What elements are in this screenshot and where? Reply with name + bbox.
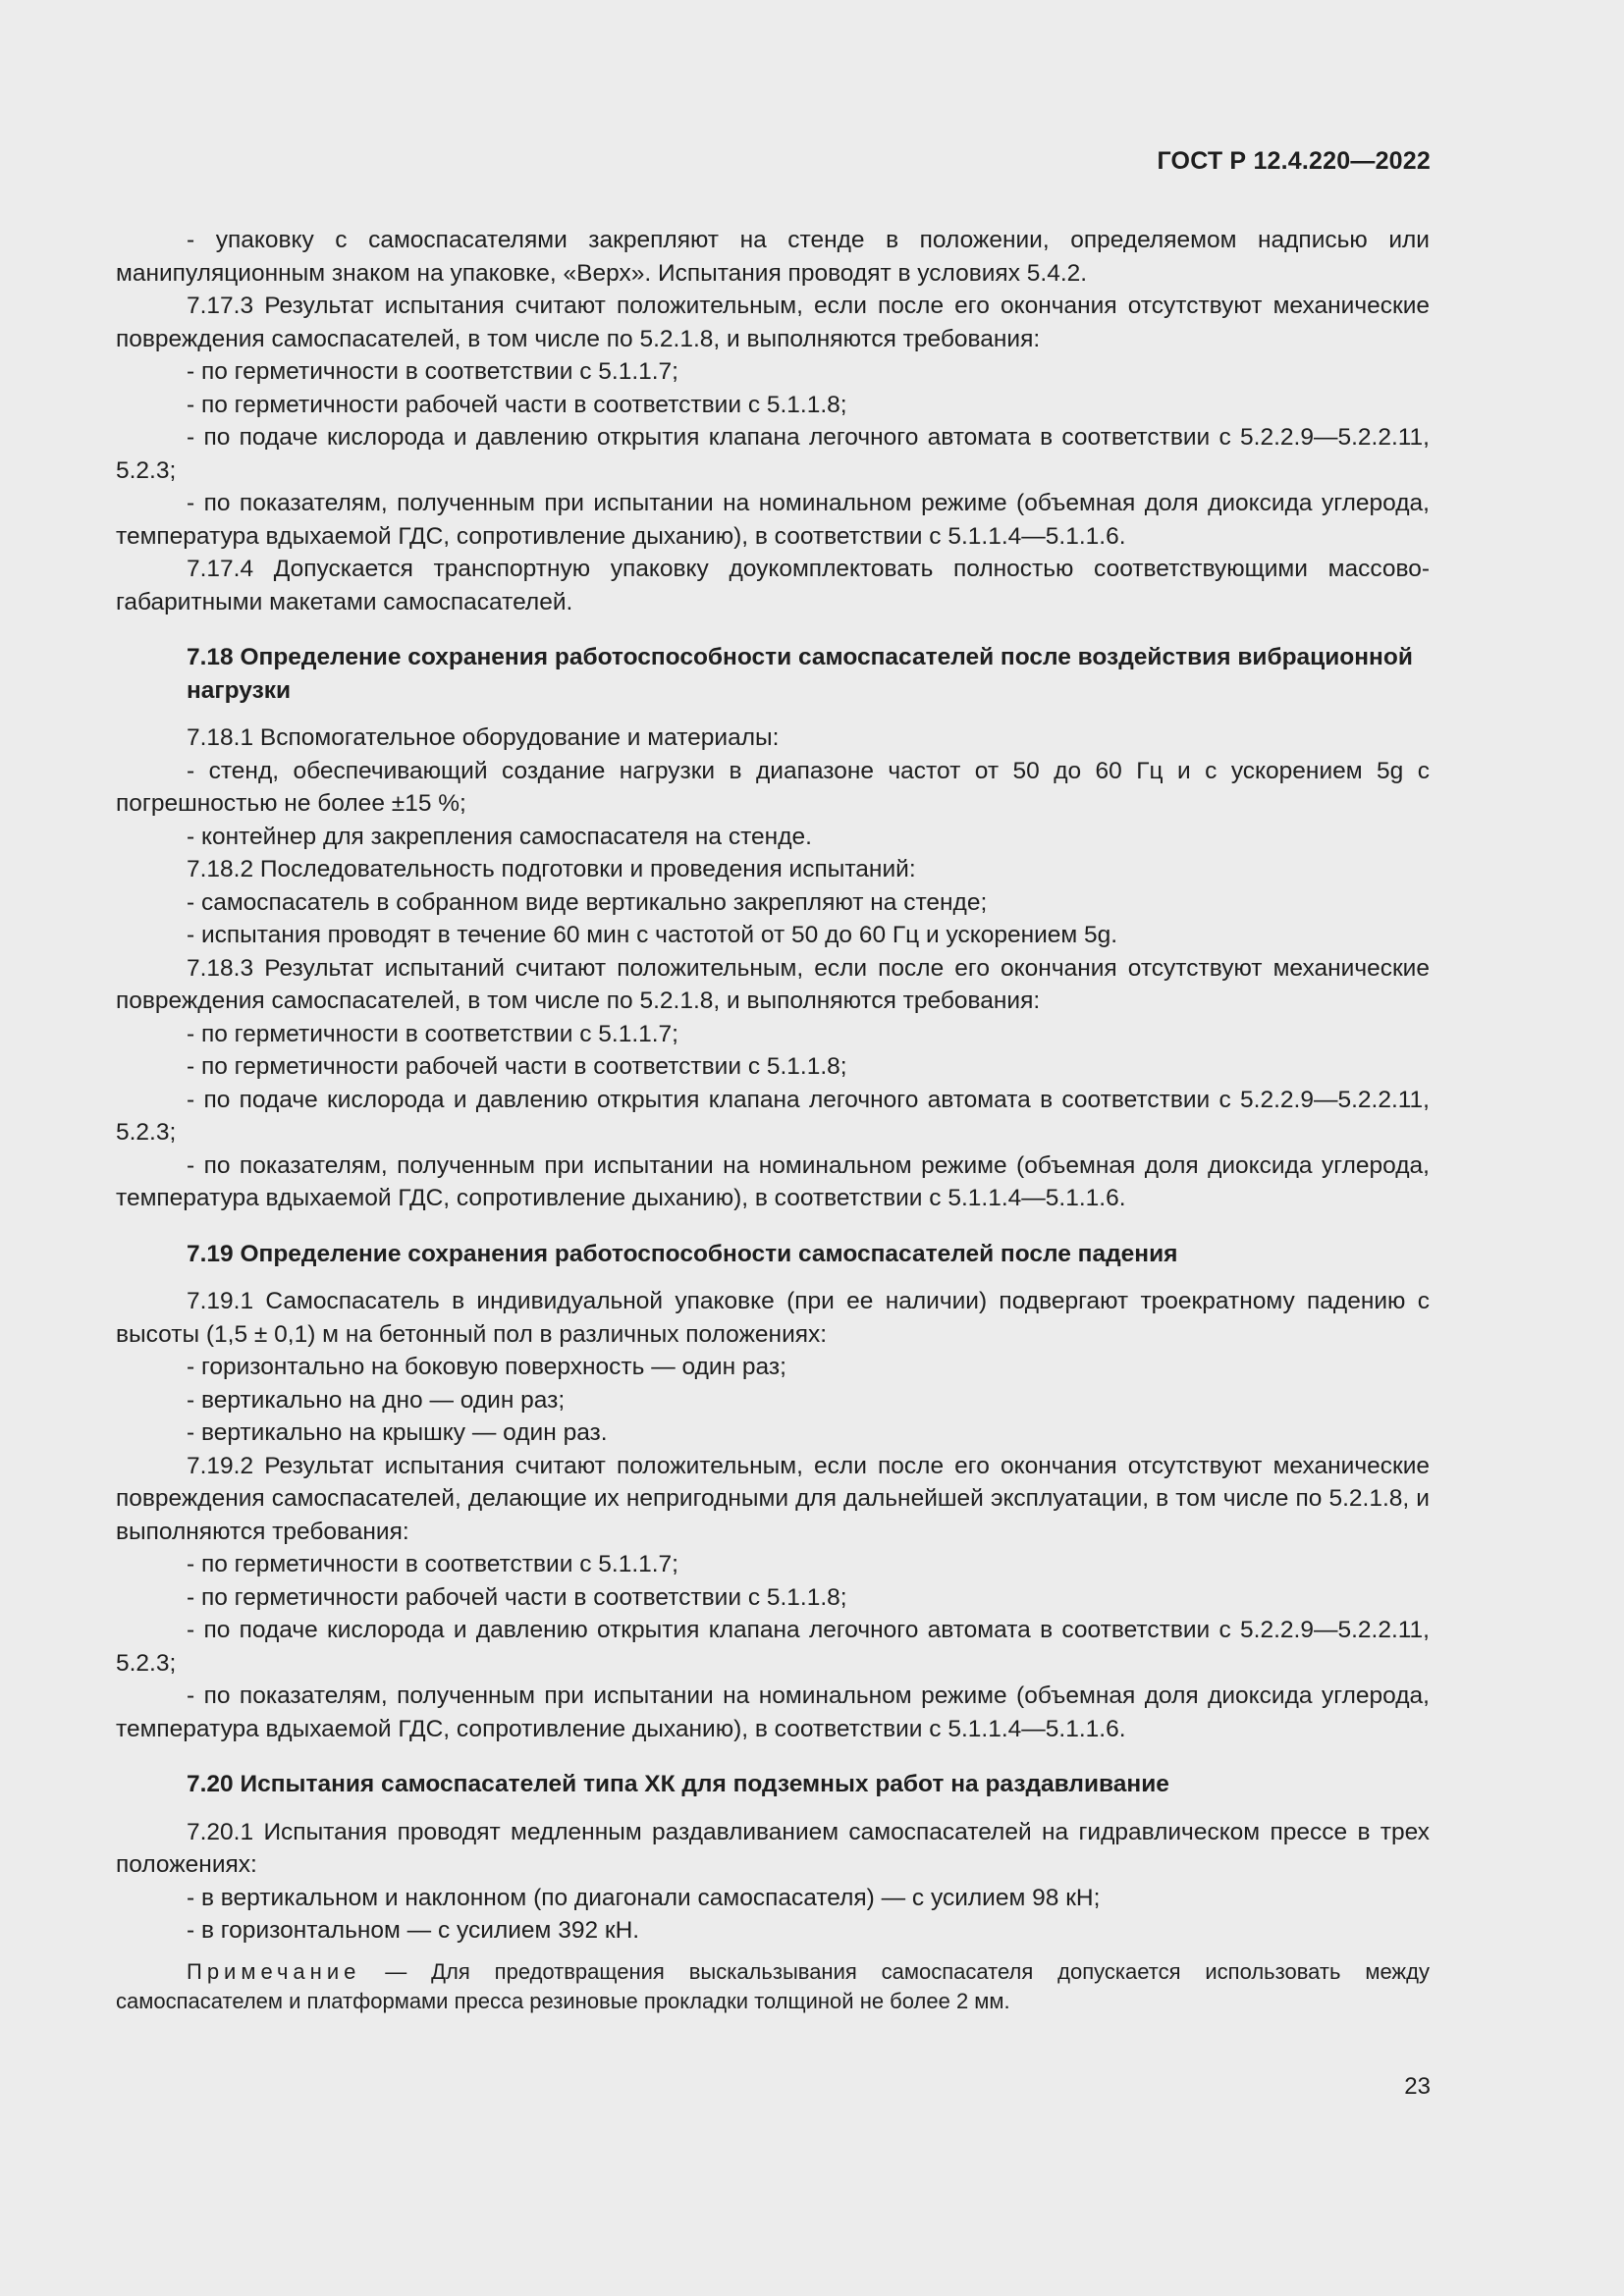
note-label: Примечание [187,1958,361,1984]
document-body [116,224,1430,2016]
section-heading: 7.18 Определение сохранения работоспособности самоспасателей после воздействия вибрационной нагрузки [187,644,1413,704]
list-item: - в горизонтальном — с усилием 392 кН. [187,1917,640,1944]
list-item: - по подаче кислорода и давлению открытия клапана легочного автомата в соответствии с 5.2.2.9—5.2.2.11, 5.2.3; [116,424,1430,484]
paragraph: - упаковку с самоспасателями закрепляют на стенде в положении, определяемом надписью или манипуляционным знаком на упаковке, «Верх». Испытания проводят в условиях 5.4.2. [116,227,1430,287]
section-heading: 7.20 Испытания самоспасателей типа ХК для подземных работ на раздавливание [187,1771,1169,1797]
paragraph: 7.18.3 Результат испытаний считают положительным, если после его окончания отсутствуют механические повреждения самоспасателей, в том числе по 5.2.1.8, и выполняются требования: [116,954,1430,1014]
paragraph: 7.17.4 Допускается транспортную упаковку доукомплектовать полностью соответствующими массово-габаритными макетами самоспасателей. [116,556,1430,615]
list-item: - по подаче кислорода и давлению открытия клапана легочного автомата в соответствии с 5.2.2.9—5.2.2.11, 5.2.3; [116,1086,1430,1146]
paragraph: 7.18.1 Вспомогательное оборудование и материалы: [187,724,780,751]
list-item: - по герметичности в соответствии с 5.1.1.7; [187,1551,678,1577]
paragraph: 7.18.2 Последовательность подготовки и проведения испытаний: [187,856,916,882]
document-header: ГОСТ Р 12.4.220—2022 [1157,147,1431,175]
list-item: - по герметичности в соответствии с 5.1.1.7; [187,1020,678,1047]
paragraph: 7.19.1 Самоспасатель в индивидуальной упаковке (при ее наличии) подвергают троекратному падению с высоты (1,5 ± 0,1) м на бетонный пол в различных положениях: [116,1288,1430,1348]
note-text: Для предотвращения выскальзывания самоспасателя допускается использовать между самоспасателем и платформами пресса резиновые прокладки толщиной не более 2 мм. [116,1958,1430,2013]
list-item: - по герметичности рабочей части в соответствии с 5.1.1.8; [187,1053,847,1080]
page-number: 23 [1404,2073,1431,2100]
note-dash: — [360,1958,432,1984]
paragraph: 7.20.1 Испытания проводят медленным раздавливанием самоспасателей на гидравлическом прессе в трех положениях: [116,1818,1430,1878]
list-item: - контейнер для закрепления самоспасателя на стенде. [187,823,812,850]
list-item: - самоспасатель в собранном виде вертикально закрепляют на стенде; [187,888,988,916]
paragraph: 7.17.3 Результат испытания считают положительным, если после его окончания отсутствуют механические повреждения самоспасателей, в том числе по 5.2.1.8, и выполняются требования: [116,293,1430,352]
list-item: - в вертикальном и наклонном (по диагонали самоспасателя) — с усилием 98 кН; [187,1884,1101,1911]
list-item: - вертикально на крышку — один раз. [187,1419,608,1446]
list-item: - испытания проводят в течение 60 мин с частотой от 50 до 60 Гц и ускорением 5g. [187,922,1118,948]
section-heading: 7.19 Определение сохранения работоспособности самоспасателей после падения [187,1240,1178,1267]
list-item: - по показателям, полученным при испытании на номинальном режиме (объемная доля диоксида углерода, температура вдыхаемой ГДС, сопротивление дыханию), в соответствии с 5.1.1.4—5.1.1.6. [116,1151,1430,1211]
list-item: - по показателям, полученным при испытании на номинальном режиме (объемная доля диоксида углерода, температура вдыхаемой ГДС, сопротивление дыханию), в соответствии с 5.1.1.4—5.1.1.6. [116,1682,1430,1742]
list-item: - стенд, обеспечивающий создание нагрузки в диапазоне частот от 50 до 60 Гц и с ускорением 5g с погрешностью не более ±15 %; [116,757,1430,817]
list-item: - по подаче кислорода и давлению открытия клапана легочного автомата в соответствии с 5.2.2.9—5.2.2.11, 5.2.3; [116,1617,1430,1677]
list-item: - вертикально на дно — один раз; [187,1386,566,1414]
list-item: - по герметичности рабочей части в соответствии с 5.1.1.8; [187,391,847,418]
note [116,1957,1430,2016]
paragraph: 7.19.2 Результат испытания считают положительным, если после его окончания отсутствуют механические повреждения самоспасателей, делающие их непригодными для дальнейшей эксплуатации, в том числе по 5.2.1.8, и выполняются требования: [116,1452,1430,1545]
list-item: - по герметичности в соответствии с 5.1.1.7; [187,358,678,385]
list-item: - по показателям, полученным при испытании на номинальном режиме (объемная доля диоксида углерода, температура вдыхаемой ГДС, сопротивление дыханию), в соответствии с 5.1.1.4—5.1.1.6. [116,490,1430,550]
list-item: - горизонтально на боковую поверхность — один раз; [187,1354,786,1380]
list-item: - по герметичности рабочей части в соответствии с 5.1.1.8; [187,1583,847,1611]
